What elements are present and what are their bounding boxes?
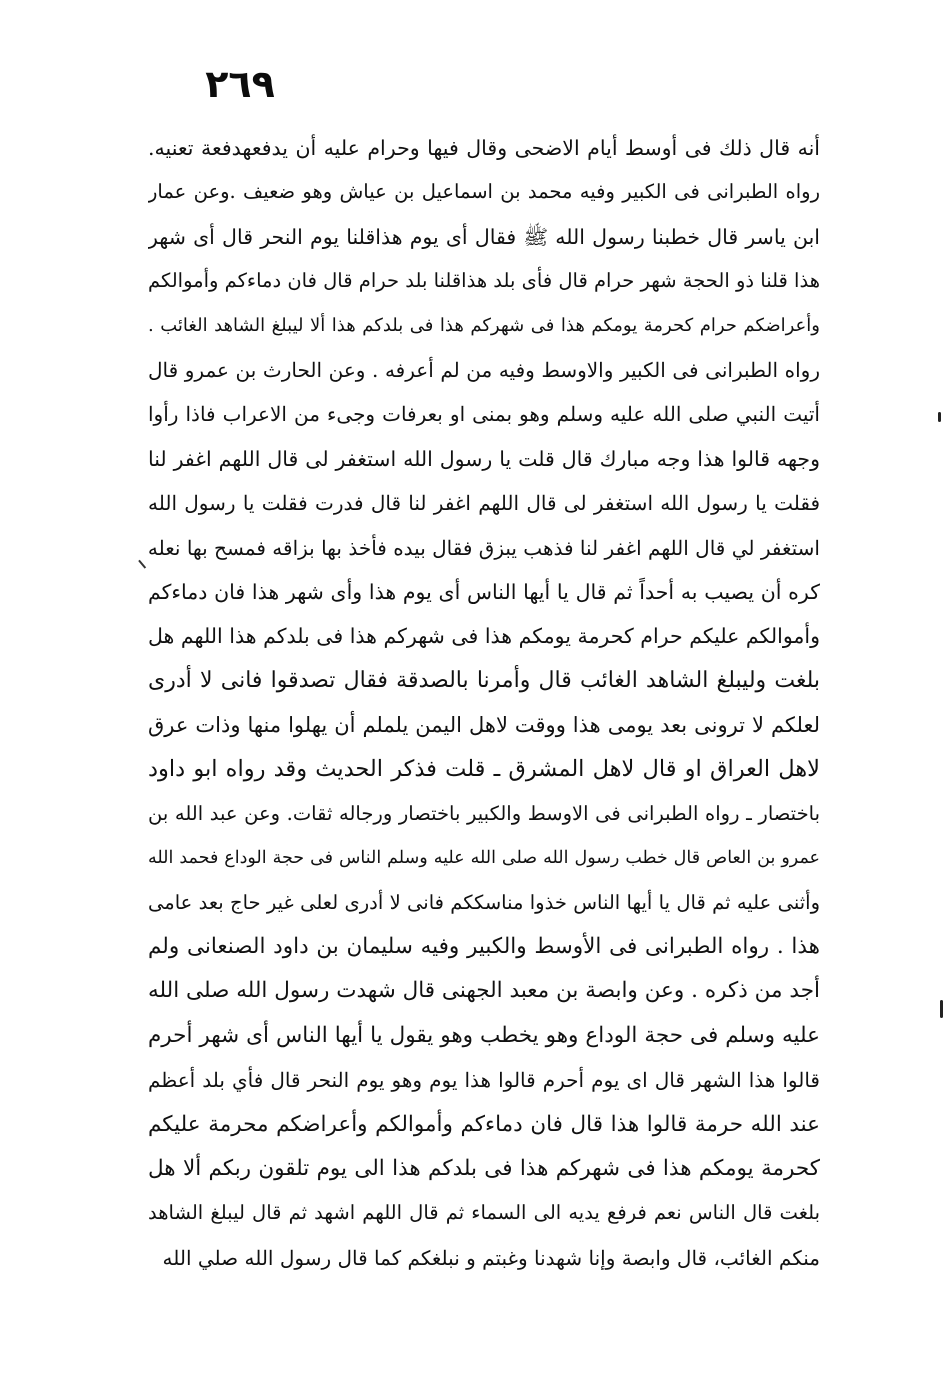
text-line: أتيت النبي صلى الله عليه وسلم وهو بمنى او بعرفات وجىء من الاعراب فاذا رأوا: [148, 402, 820, 427]
text-line: استغفر لي قال اللهم اغفر لنا فذهب يبزق فقال بيده فأخذ بها بزاقه فمسح بها نعله: [148, 535, 820, 560]
text-line: رواه الطبرانى فى الكبير وفيه محمد بن اسماعيل بن عياش وهو ضعيف .وعن عمار: [148, 180, 820, 204]
text-line: هذا قلنا ذو الحجة شهر حرام قال فأى بلد هذاقلنا بلد حرام قال فان دماءكم وأموالكم: [148, 269, 820, 293]
text-line: لعلكم لا ترونى بعد يومى هذا ووقت لاهل اليمن يلملم أن يهلوا منها وذات عرق: [148, 713, 820, 738]
text-line: عند الله حرمة قالوا هذا قال فان دماءكم وأموالكم وأعراضكم محرمة عليكم: [148, 1111, 820, 1137]
margin-mark: [938, 412, 941, 422]
text-line: وجهه قالوا هذا وجه مبارك قال قلت يا رسول الله استغفر لى قال اللهم اغفر لنا: [148, 446, 820, 471]
text-line: رواه الطبرانى فى الكبير والاوسط وفيه من لم أعرفه . وعن الحارث بن عمرو قال: [148, 357, 820, 382]
text-line: فقلت يا رسول الله استغفر لى قال اللهم اغفر لنا قال فدرت فقلت يا رسول الله: [148, 491, 820, 516]
text-line: قالوا هذا الشهر قال اى يوم أحرم قالوا هذا يوم وهو يوم النحر قال فأي بلد أعظم: [148, 1068, 820, 1093]
text-line: وأعراضكم حرام كحرمة يومكم هذا فى شهركم هذا فى بلدكم هذا ألا ليبلغ الشاهد الغائب .: [148, 314, 820, 336]
text-line: أجد من ذكره . وعن وابصة بن معبد الجهنى قال شهدت رسول الله صلى الله: [148, 978, 820, 1004]
text-line: ابن ياسر قال خطبنا رسول الله ﷺ فقال أى يوم هذاقلنا يوم النحر قال أى شهر: [148, 224, 820, 249]
text-line: منكم الغائب، قال وابصة وإنا شهدنا وغبتم و نبلغكم كما قال رسول الله صلي الله: [162, 1245, 820, 1270]
text-line: بلغت وليبلغ الشاهد الغائب قال وأمرنا بالصدقة فقال تصدقوا فانى لا أدرى: [148, 667, 820, 693]
page-number: ٢٦٩: [205, 62, 275, 106]
text-line: كحرمة يومكم هذا فى شهركم هذا فى بلدكم هذا الى يوم تلقون ربكم ألا هل: [148, 1155, 820, 1181]
text-line: عمرو بن العاص قال خطب رسول الله صلى الله عليه وسلم الناس فى حجة الوداع فحمد الله: [148, 848, 820, 869]
text-line: لاهل العراق او قال لاهل المشرق ـ قلت فذكر الحديث وقد رواه ابو داود: [148, 756, 820, 783]
body-text: [148, 126, 820, 1280]
text-line: كره أن يصيب به أحداً ثم قال يا أيها الناس أى يوم هذا وأى شهر هذا فان دماءكم: [148, 579, 820, 604]
text-line: وأموالكم عليكم حرام كحرمة يومكم هذا فى شهركم هذا فى بلدكم هذا اللهم هل: [148, 624, 820, 649]
margin-mark: [940, 1000, 943, 1018]
text-line: باختصار ـ رواه الطبرانى فى الاوسط والكبير باختصار ورجاله ثقات. وعن عبد الله بن: [148, 801, 820, 825]
text-line: عليه وسلم فى حجة الوداع وهو يخطب وهو يقول يا أيها الناس أى شهر أحرم: [148, 1022, 820, 1048]
text-line: بلغت قال الناس نعم فرفع يديه الى السماء ثم قال اللهم اشهد ثم قال ليبلغ الشاهد: [148, 1201, 820, 1225]
text-line: وأثنى عليه ثم قال يا أيها الناس خذوا مناسككم فانى لا أدرى لعلى غير حاج بعد عامى: [148, 890, 820, 914]
text-line: هذا . رواه الطبرانى فى الأوسط والكبير وفيه سليمان بن داود الصنعانى ولم: [148, 934, 820, 960]
text-line: أنه قال ذلك فى أوسط أيام الاضحى وقال فيها وحرام عليه أن يدفعهدفعة تعنيه.: [148, 136, 820, 160]
